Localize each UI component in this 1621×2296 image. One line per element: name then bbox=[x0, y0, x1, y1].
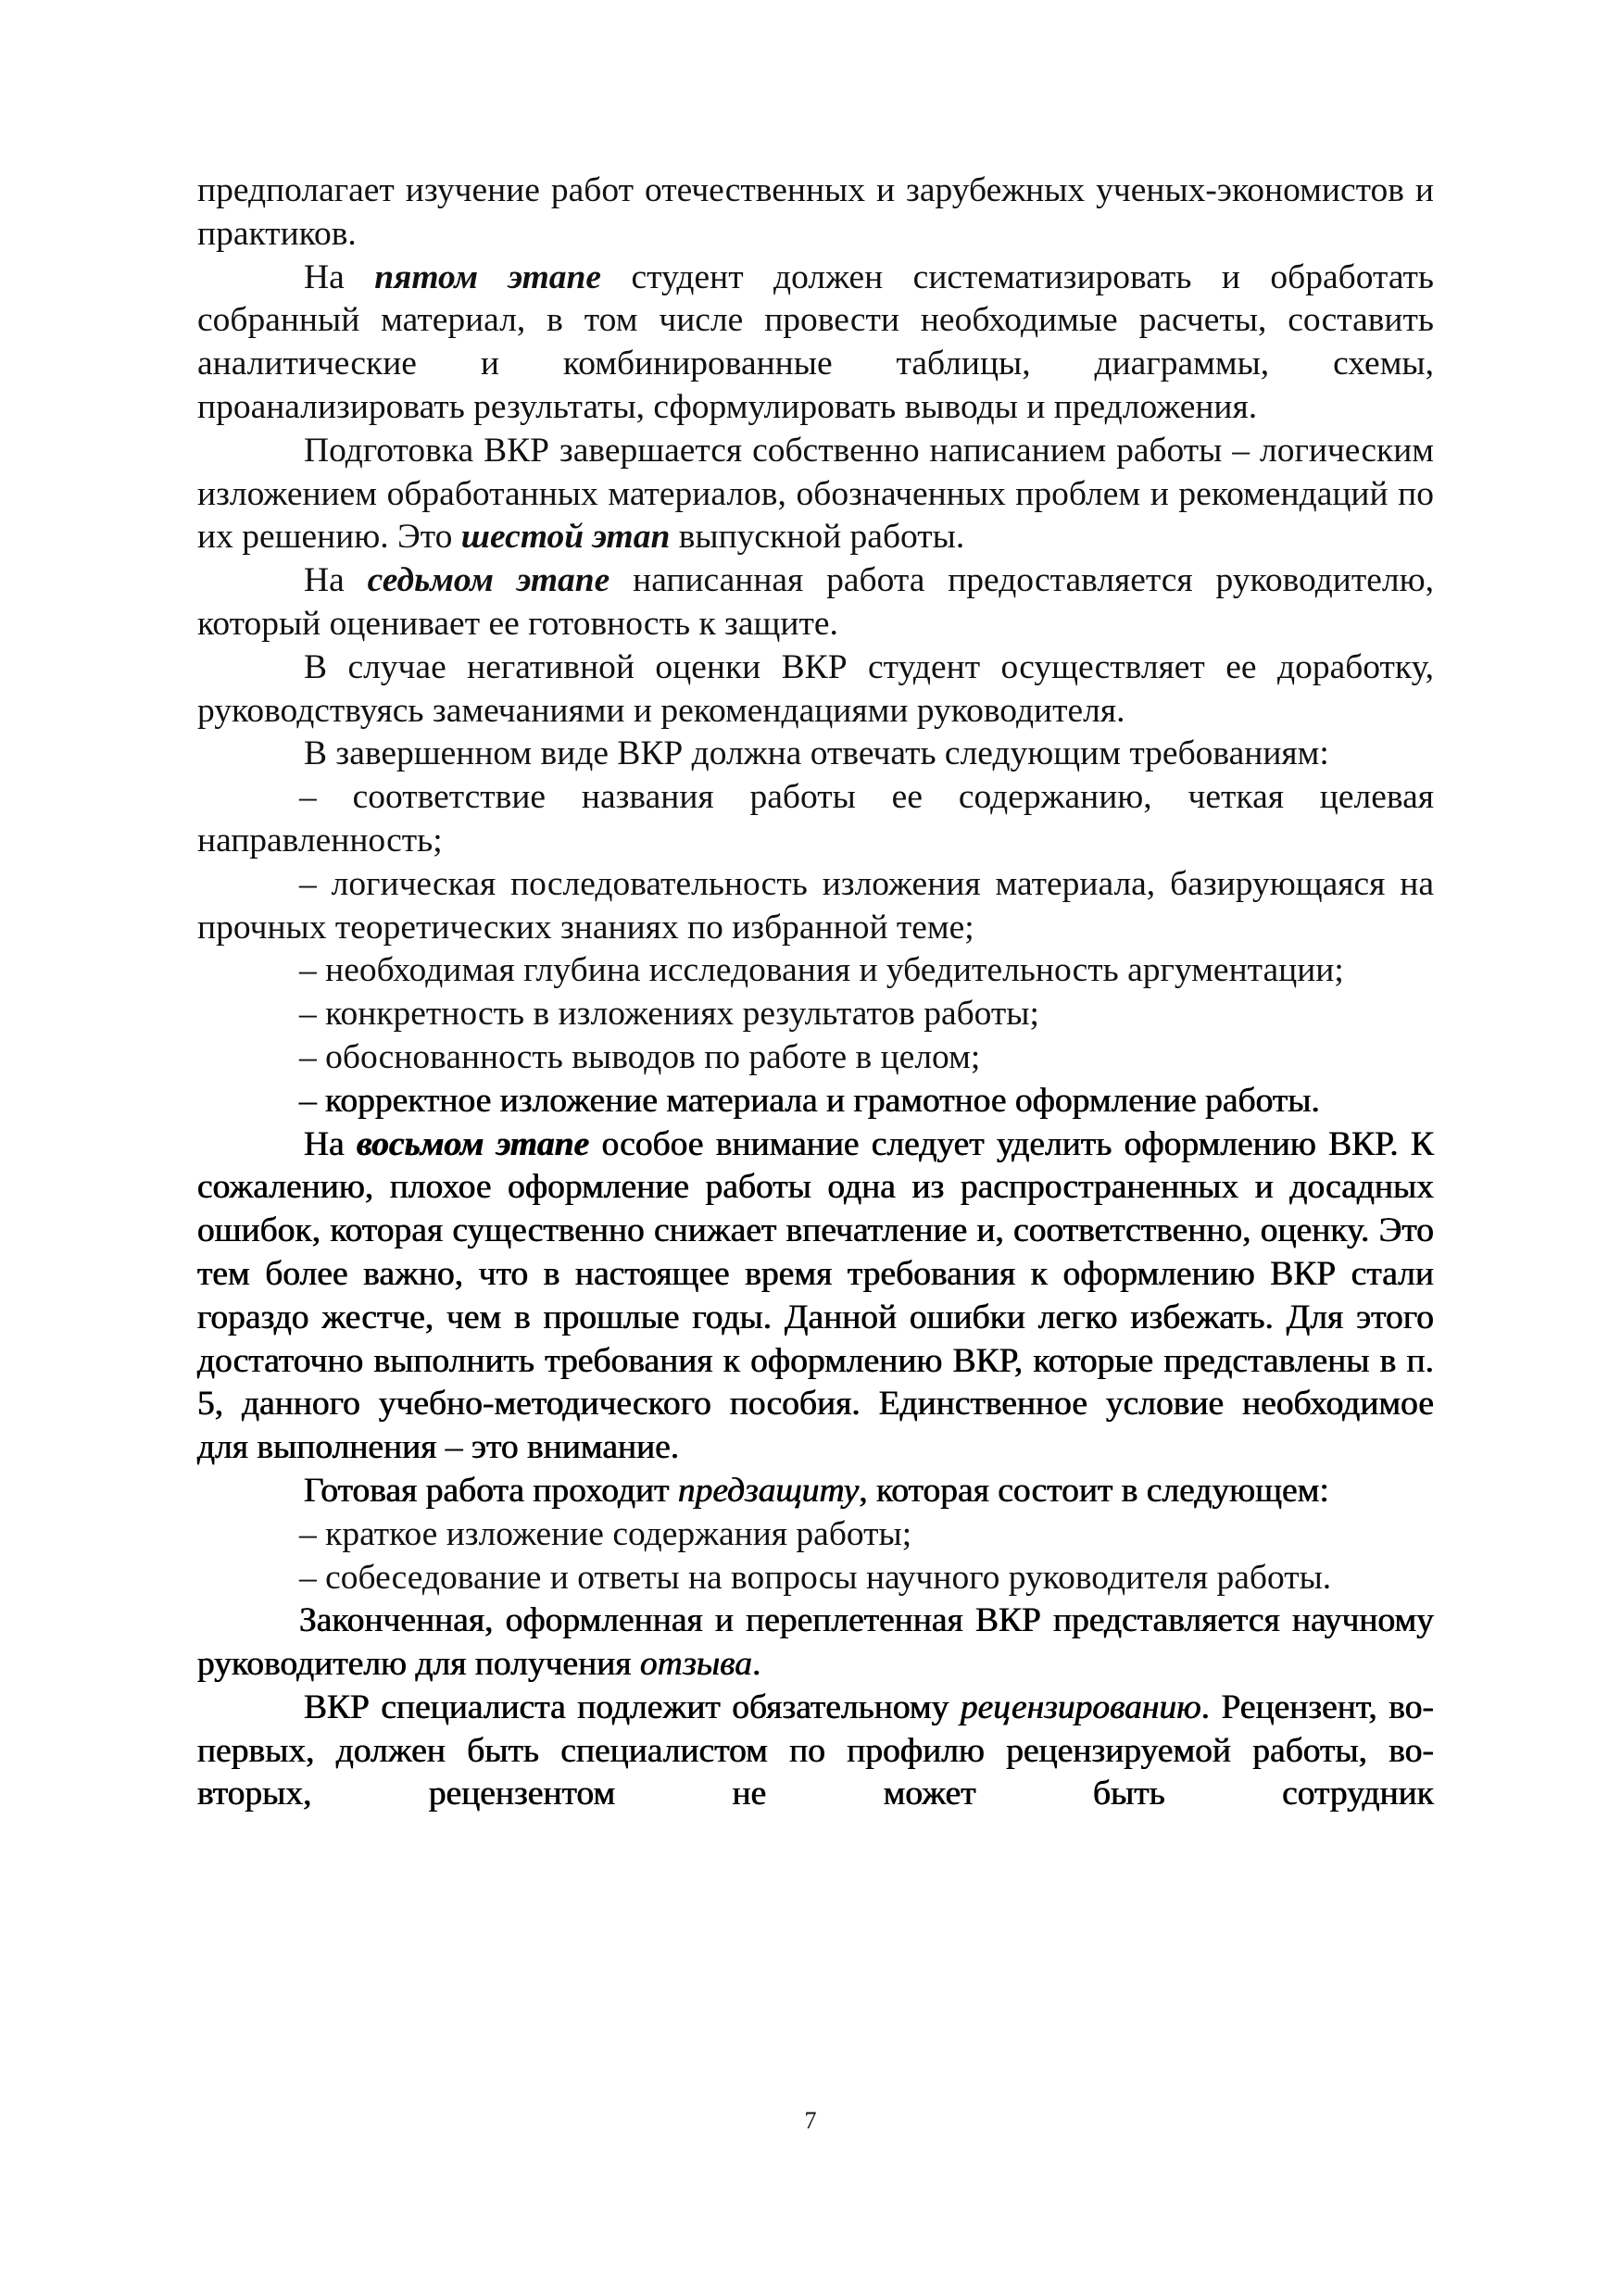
paragraph-text: . bbox=[752, 1645, 761, 1684]
paragraph-text: Подготовка ВКР завершается собственно написанием работы – логическим изложением обработанных материалов, обозначенных проблем и рекомендаций по их решению. Это bbox=[197, 431, 1434, 557]
requirement-item bbox=[197, 949, 1434, 993]
requirement-text: – корректное изложение материала и грамотное оформление работы. bbox=[299, 1081, 1320, 1120]
paragraph-text: выпускной работы. bbox=[670, 518, 965, 557]
paragraph-stage-five bbox=[197, 257, 1434, 430]
paragraph-text: особое внимание следует уделить оформлению ВКР. К сожалению, плохое оформление работы одна из распространенных и досадных ошибок, которая существенно снижает впечатление и, соответственно, оценку. Это тем более важно, что в настоящее время требования к оформлению ВКР стали гораздо жестче, чем в прошлые годы. Данной ошибки легко избежать. Для этого достаточно выполнить требования к оформлению ВКР, которые представлены в п. 5, данного учебно-методического пособия. Единственное условие необходимое для выполнения – это внимание. bbox=[197, 1124, 1434, 1467]
paragraph-stage-eight bbox=[197, 1123, 1434, 1470]
paragraph-text: предполагает изучение работ отечественных и зарубежных ученых-экономистов и практиков. bbox=[197, 171, 1434, 253]
emphasis-review: рецензированию bbox=[960, 1687, 1201, 1726]
paragraph-text: . Рецензент, во-первых, должен быть специалистом по профилю рецензируемой работы, во-вторых, рецензентом не может быть сотрудник bbox=[197, 1687, 1434, 1813]
paragraph-stage-seven bbox=[197, 559, 1434, 646]
paragraph-text: В завершенном виде ВКР должна отвечать следующим требованиям: bbox=[304, 734, 1329, 773]
paragraph-text: На bbox=[304, 257, 375, 296]
requirement-text: – соответствие названия работы ее содержанию, четкая целевая направленность; bbox=[197, 778, 1434, 859]
paragraph-text: Законченная, оформленная и переплетенная ВКР представляется научному руководителю для получения bbox=[197, 1601, 1434, 1684]
paragraph-feedback bbox=[197, 1600, 1434, 1687]
requirement-text: – конкретность в изложениях результатов работы; bbox=[299, 995, 1039, 1034]
requirement-text: – логическая последовательность изложения материала, базирующаяся на прочных теоретических знаниях по избранной теме; bbox=[197, 864, 1434, 947]
paragraph-text: , которая состоит в следующем: bbox=[859, 1471, 1329, 1510]
emphasis-stage-six: шестой этап bbox=[460, 518, 671, 557]
paragraph-text: На bbox=[304, 1124, 357, 1163]
requirement-item bbox=[197, 993, 1434, 1036]
paragraph-stage-six bbox=[197, 430, 1434, 559]
paragraph-negative-review bbox=[197, 646, 1434, 734]
predefense-text: – собеседование и ответы на вопросы научного руководителя работы. bbox=[299, 1558, 1332, 1597]
requirement-item bbox=[197, 776, 1434, 863]
requirement-text: – обоснованность выводов по работе в целом; bbox=[299, 1037, 981, 1076]
predefense-text: – краткое изложение содержания работы; bbox=[299, 1514, 912, 1553]
requirement-item bbox=[197, 1036, 1434, 1080]
paragraph-text: На bbox=[304, 561, 368, 600]
requirement-item bbox=[197, 863, 1434, 950]
paragraph-text: студент должен систематизировать и обработать собранный материал, в том числе провести необходимые расчеты, составить аналитические и комбинированные таблицы, диаграммы, схемы, проанализировать результаты, сформулировать выводы и предложения. bbox=[197, 257, 1434, 426]
page-number: 7 bbox=[804, 2107, 817, 2134]
predefense-item bbox=[197, 1557, 1434, 1600]
paragraph-text: написанная работа предоставляется руководителю, который оценивает ее готовность к защите. bbox=[197, 561, 1435, 643]
paragraph-text: Готовая работа проходит bbox=[304, 1471, 678, 1510]
paragraph-review bbox=[197, 1687, 1434, 1816]
predefense-item bbox=[197, 1513, 1434, 1557]
paragraph-requirements-intro bbox=[197, 733, 1434, 776]
emphasis-stage-eight: восьмом этапе bbox=[357, 1124, 590, 1163]
emphasis-stage-five: пятом этапе bbox=[374, 257, 602, 296]
page-body bbox=[197, 169, 1434, 1816]
paragraph-text: В случае негативной оценки ВКР студент осуществляет ее доработку, руководствуясь замечаниями и рекомендациями руководителя. bbox=[197, 647, 1434, 730]
emphasis-stage-seven: седьмом этапе bbox=[367, 561, 610, 600]
emphasis-predefense: предзащиту bbox=[677, 1471, 860, 1510]
paragraph-continuation bbox=[197, 169, 1434, 257]
requirement-item bbox=[197, 1080, 1434, 1123]
emphasis-feedback: отзыва bbox=[639, 1645, 753, 1684]
paragraph-text: ВКР специалиста подлежит обязательному bbox=[304, 1687, 961, 1726]
paragraph-predefense bbox=[197, 1470, 1434, 1513]
requirement-text: – необходимая глубина исследования и убедительность аргументации; bbox=[299, 951, 1344, 990]
